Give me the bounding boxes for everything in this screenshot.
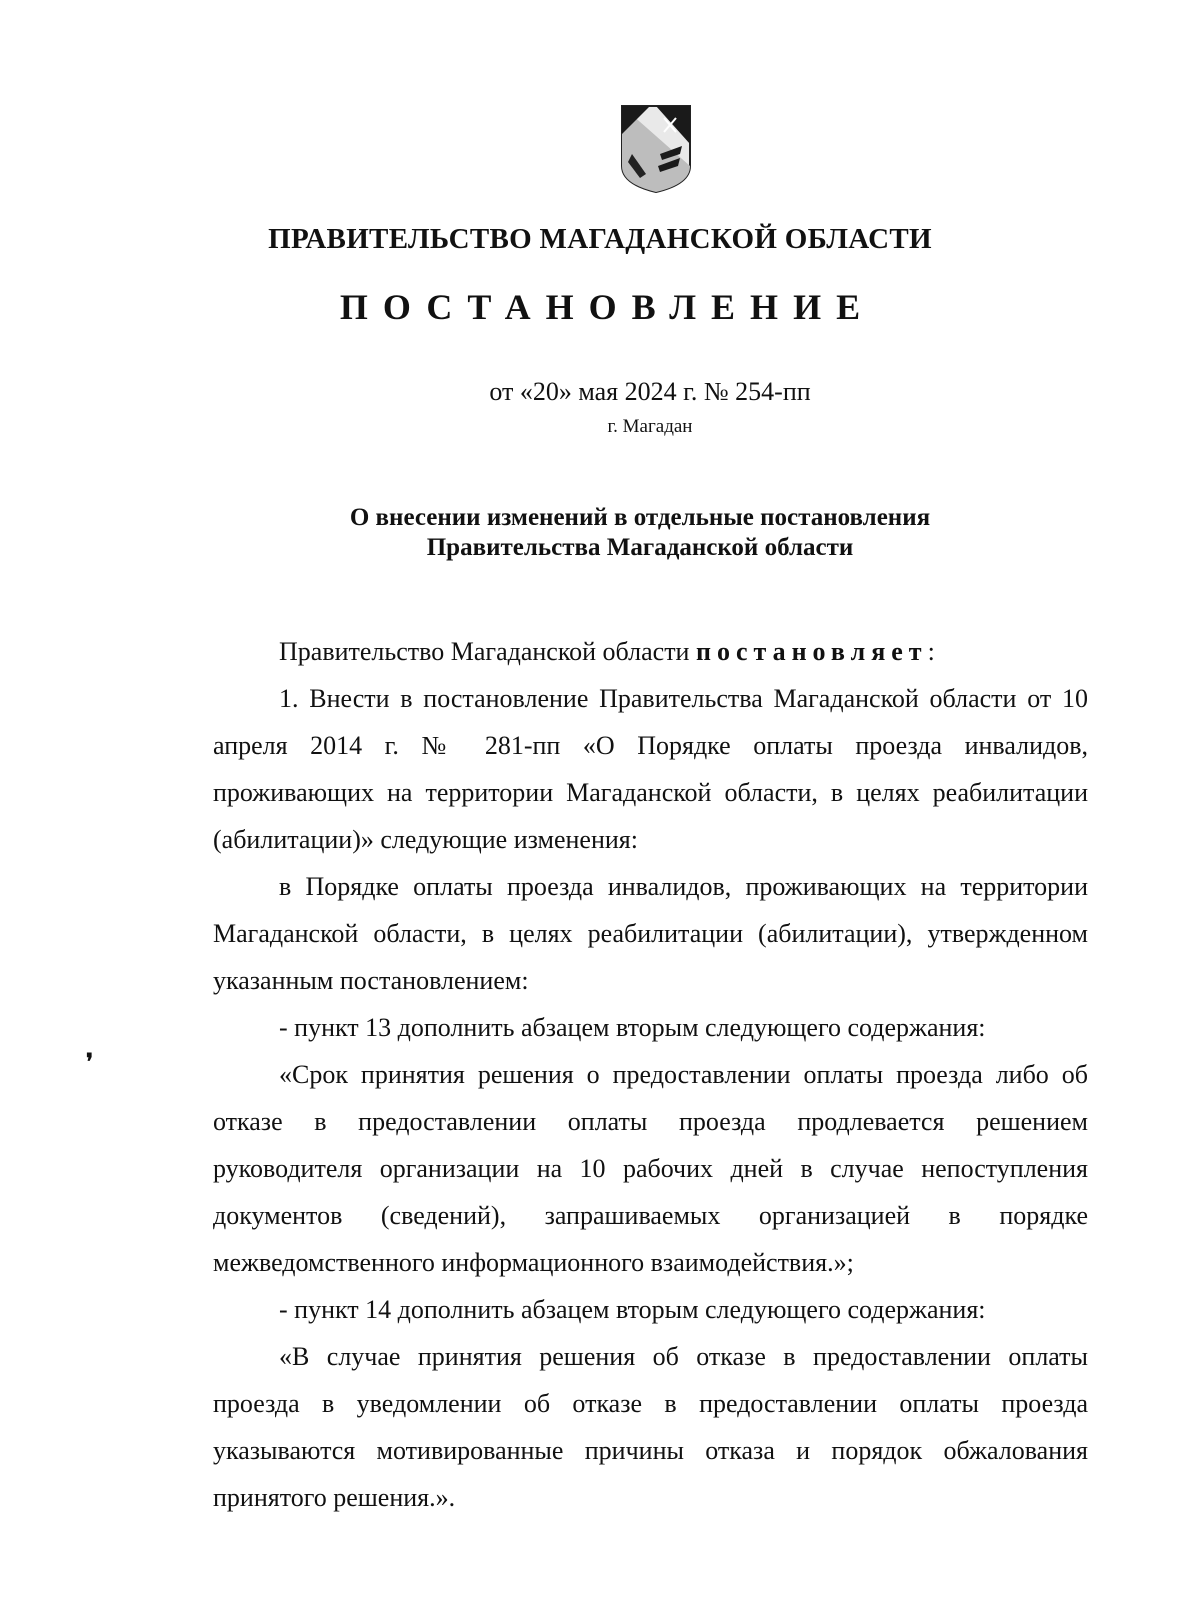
paragraph-2: в Порядке оплаты проезда инвалидов, проживающих на территории Магаданской области, в целях реабилитации (абилитации), утвержденном указанным постановлением: (213, 872, 1088, 995)
document-city: г. Магадан (607, 416, 693, 437)
intro-resolves: постановляет (695, 637, 928, 666)
intro-paragraph (213, 628, 1088, 675)
subject-line-2: Правительства Магаданской области (426, 534, 854, 561)
paragraph-3: - пункт 13 дополнить абзацем вторым следующего содержания: (279, 1013, 986, 1042)
document-body (213, 628, 1088, 1521)
subject-line-1: О внесении изменений в отдельные постановления (349, 504, 931, 531)
scan-artifact-mark: ❜ (86, 1049, 94, 1074)
document-date-number: от «20» мая 2024 г. № 254-пп (489, 377, 811, 406)
intro-suffix: : (927, 637, 935, 666)
paragraph-4: «Срок принятия решения о предоставлении оплаты проезда либо об отказе в предоставлении оплаты проезда продлевается решением руководителя организации на 10 рабочих дней в случае непоступления документов (сведений), запрашиваемых организацией в порядке межведомственного информационного взаимодействия.»; (213, 1060, 1088, 1277)
paragraph-6: «В случае принятия решения об отказе в предоставлении оплаты проезда в уведомлении об отказе в предоставлении оплаты проезда указываются мотивированные причины отказа и порядок обжалования принятого решения.». (213, 1342, 1088, 1512)
intro-prefix: Правительство Магаданской области (279, 637, 696, 666)
magadan-coat-of-arms-icon (620, 104, 692, 194)
paragraph-1: 1. Внести в постановление Правительства Магаданской области от 10 апреля 2014 г. № 281-пп «О Порядке оплаты проезда инвалидов, проживающих на территории Магаданской области, в целях реабилитации (абилитации)» следующие изменения: (213, 684, 1088, 854)
document-type: ПОСТАНОВЛЕНИЕ (339, 287, 876, 327)
organization-title: ПРАВИТЕЛЬСТВО МАГАДАНСКОЙ ОБЛАСТИ (268, 223, 932, 255)
paragraph-5: - пункт 14 дополнить абзацем вторым следующего содержания: (279, 1295, 986, 1324)
document-subject (0, 503, 1200, 563)
